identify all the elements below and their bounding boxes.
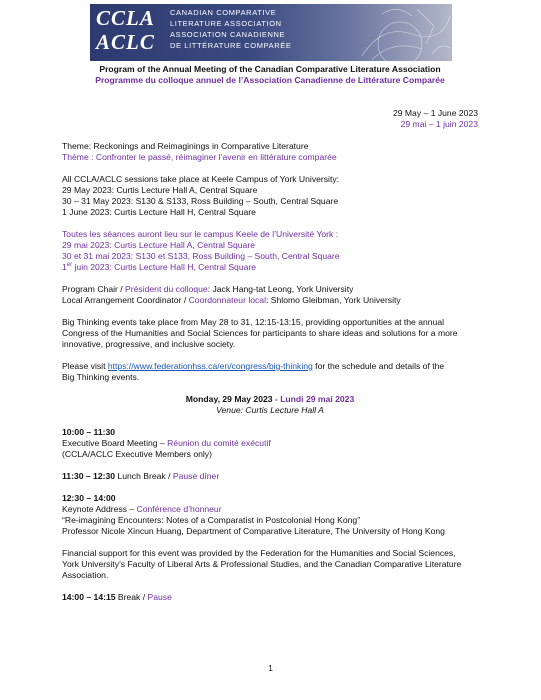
program-document [62, 64, 478, 603]
big-thinking-line: Big Thinking events take place from May 28 to 31, 12:15-13:15, providing opportunities at the annual [62, 317, 445, 327]
association-banner [90, 4, 452, 61]
big-thinking-line: Congress of the Humanities and Social Sciences for participants to share ideas and solutions for a more [62, 328, 458, 338]
local-coordinator [62, 295, 478, 306]
support-line: Association. [62, 570, 109, 580]
day-heading-separator: - [272, 394, 281, 404]
keynote-speaker: Professor Nicole Xincun Huang, Department of Comparative Literature, The University of Hong Kong [62, 526, 445, 536]
label-french: Coordonnateur local [188, 295, 266, 305]
page-number: 1 [268, 663, 273, 673]
session-line-french [62, 262, 478, 273]
session-line: 1 June 2023: Curtis Lecture Hall H, Central Square [62, 207, 256, 217]
title-french: Programme du colloque annuel de l’Association Canadienne de Littérature Comparée [95, 75, 445, 85]
ccla-aclc-logo [96, 6, 155, 54]
label-english: Local Arrangement Coordinator / [62, 295, 189, 305]
visit-paragraph [62, 361, 478, 372]
banner-name-line: DE LITTÉRATURE COMPARÉE [170, 41, 292, 50]
keynote-title [62, 504, 478, 515]
program-chair-name: : Jack Hang-tat Leong, York University [207, 284, 354, 294]
support-line: Financial support for this event was provided by the Federation for the Humanities and Social Sciences, [62, 548, 456, 558]
title-english: Executive Board Meeting – [62, 438, 168, 448]
local-coordinator-name: : Shlomo Gleibman, York University [266, 295, 401, 305]
day-heading [62, 394, 478, 405]
session-detail: juin 2023: Curtis Lecture Hall H, Central Square [72, 262, 257, 272]
break-label-english: Break / [115, 592, 148, 602]
day-heading-english: Monday, 29 May 2023 [185, 394, 273, 404]
dates-english: 29 May – 1 June 2023 [392, 108, 478, 118]
support-line: York University’s Faculty of Liberal Arts & Professional Studies, and the Canadian Comparative Literature [62, 559, 462, 569]
session-line-french: 30 et 31 mai 2023: S130 et S133, Ross Building – South, Central Square [62, 251, 340, 261]
banner-name-line: LITERATURE ASSOCIATION [170, 19, 282, 28]
day-number: 1 [62, 262, 67, 272]
visit-text: Please visit [62, 361, 108, 371]
visit-text: for the schedule and details of the [312, 361, 445, 371]
day-heading-french: Lundi 29 mai 2023 [280, 394, 355, 404]
lunch-break [62, 471, 478, 482]
session-line: 29 May 2023: Curtis Lecture Hall A, Central Square [62, 185, 258, 195]
dates-french: 29 mai – 1 juin 2023 [400, 119, 478, 129]
lunch-time: 11:30 – 12:30 [62, 471, 116, 481]
visit-line-2: Big Thinking events. [62, 372, 140, 382]
title-english: Program of the Annual Meeting of the Canadian Comparative Literature Association [99, 64, 441, 74]
break [62, 592, 478, 603]
theme-english: Theme: Reckonings and Reimaginings in Comparative Literature [62, 141, 309, 151]
association-names [170, 7, 291, 51]
label-french: Président du colloque [125, 284, 208, 294]
board-meeting-note: (CCLA/ACLC Executive Members only) [62, 449, 212, 459]
keynote-talk: “Re-imagining Encounters: Notes of a Comparatist in Postcolonial Hong Kong” [62, 515, 361, 525]
title-english: Keynote Address – [62, 504, 137, 514]
big-thinking-line: innovative, progressive, and inclusive society. [62, 339, 236, 349]
banner-name-line: CANADIAN COMPARATIVE [170, 8, 277, 17]
venue: Venue: Curtis Lecture Hall A [216, 405, 324, 415]
label-english: Program Chair / [62, 284, 126, 294]
sessions-intro-english: All CCLA/ACLC sessions take place at Keele Campus of York University: [62, 174, 340, 184]
big-thinking-link[interactable]: https://www.federationhss.ca/en/congress/big-thinking [107, 361, 313, 371]
lunch-label-english: Lunch Break / [115, 471, 173, 481]
board-meeting-title [62, 438, 478, 449]
keynote-time: 12:30 – 14:00 [62, 493, 116, 503]
theme-french: Thème : Confronter le passé, réimaginer l’avenir en littérature comparée [62, 152, 337, 162]
banner-name-line: ASSOCIATION CANADIENNE [170, 30, 286, 39]
title-french: Conférence d’honneur [136, 504, 222, 514]
board-meeting-time: 10:00 – 11:30 [62, 427, 116, 437]
decorative-sketch-image [322, 4, 452, 61]
session-line-french: 29 mai 2023: Curtis Lecture Hall A, Central Square [62, 240, 255, 250]
title-french: Réunion du comité exécutif [167, 438, 271, 448]
logo-line-2: ACLC [96, 30, 155, 54]
break-time: 14:00 – 14:15 [62, 592, 116, 602]
program-chair [62, 284, 478, 295]
session-line: 30 – 31 May 2023: S130 & S133, Ross Building – South, Central Square [62, 196, 339, 206]
sessions-intro-french: Toutes les séances auront lieu sur le campus Keele de l’Université York : [62, 229, 339, 239]
ordinal-suffix: er [66, 262, 73, 269]
break-label-french: Pause [147, 592, 172, 602]
logo-line-1: CCLA [96, 6, 155, 30]
lunch-label-french: Pause dîner [172, 471, 220, 481]
